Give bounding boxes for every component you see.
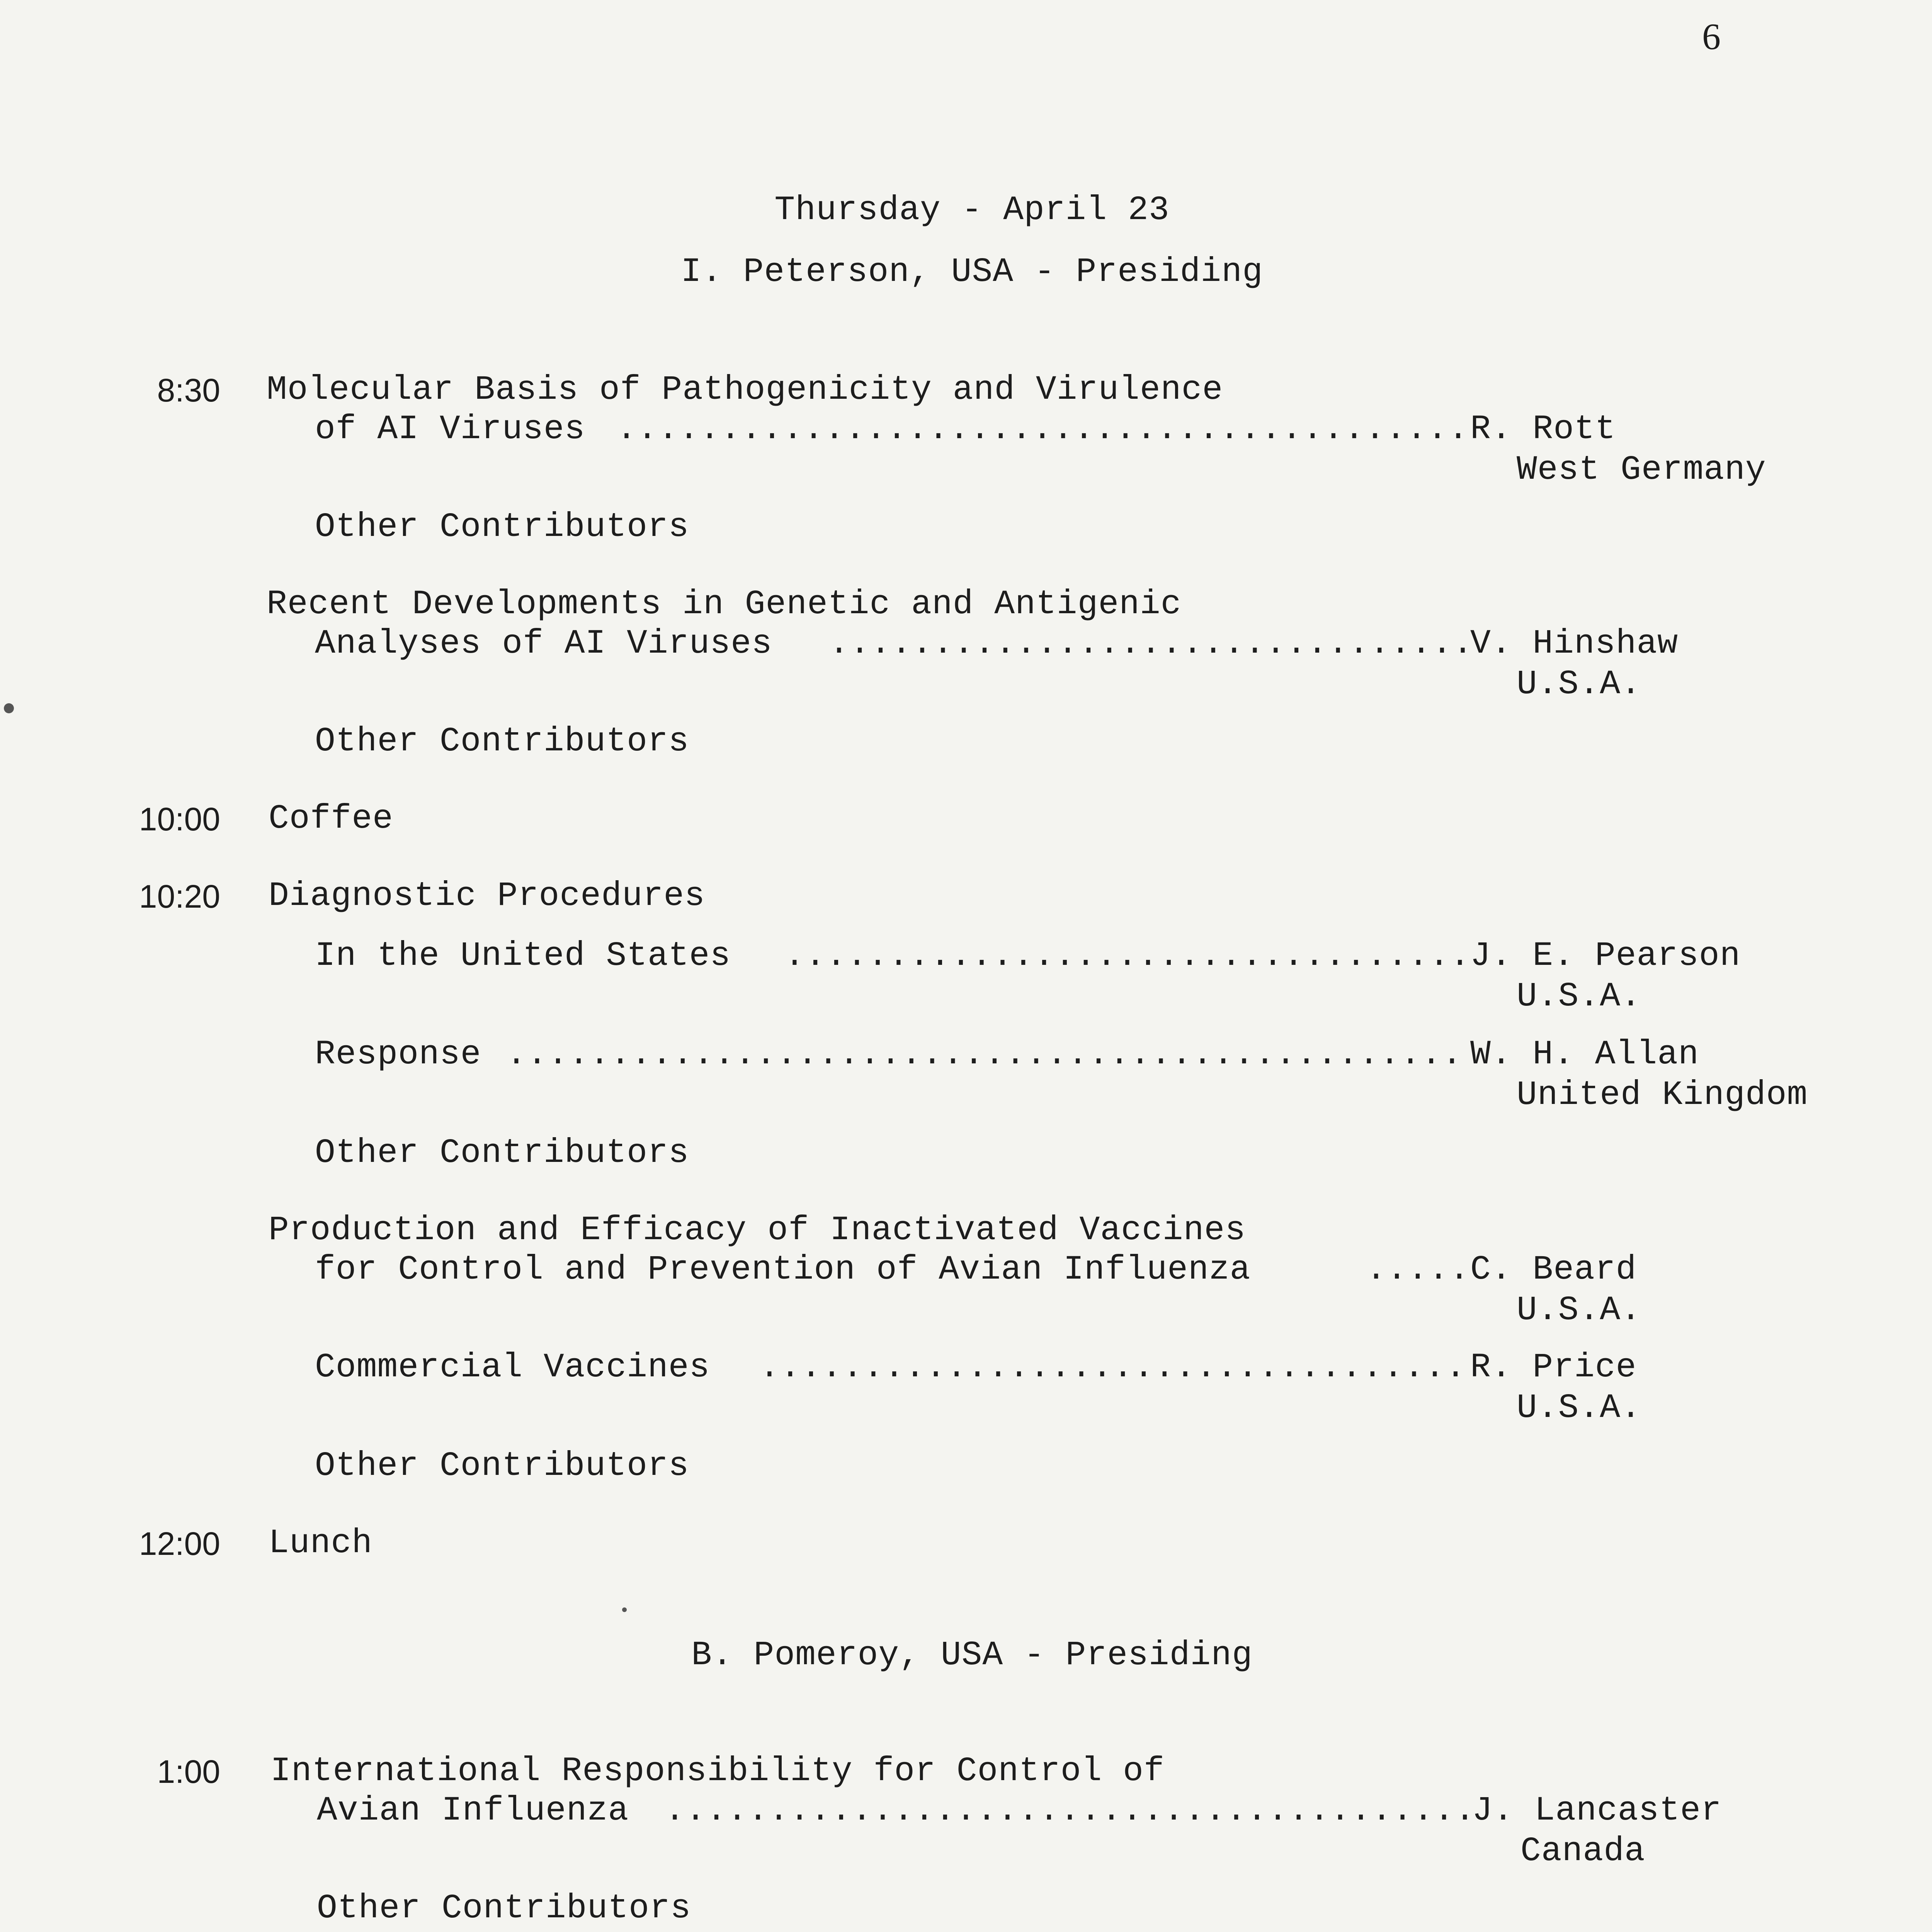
speaker-country: United Kingdom xyxy=(1517,1076,1808,1114)
speaker-name: J. E. Pearson xyxy=(1470,937,1741,975)
time-1000: 10:00 xyxy=(139,801,220,837)
speaker-name: J. Lancaster xyxy=(1472,1792,1722,1830)
paper-speck xyxy=(4,703,14,713)
time-1020: 10:20 xyxy=(139,878,220,915)
speaker-country: West Germany xyxy=(1517,451,1766,489)
dot-leader xyxy=(665,1792,1468,1830)
speaker-country: U.S.A. xyxy=(1517,1389,1641,1427)
dot-leader xyxy=(616,410,1468,449)
session-title: International Responsibility for Control of xyxy=(270,1752,1165,1791)
session-subtitle: Response xyxy=(315,1036,481,1074)
session-subtitle: Commercial Vaccines xyxy=(315,1349,710,1387)
speaker-country: U.S.A. xyxy=(1517,665,1641,704)
session-title: Recent Developments in Genetic and Antigenic xyxy=(267,585,1182,624)
dot-leader xyxy=(506,1036,1468,1074)
time-830: 8:30 xyxy=(157,372,220,408)
morning-presiding: I. Peterson, USA - Presiding xyxy=(681,253,1263,291)
afternoon-presiding: B. Pomeroy, USA - Presiding xyxy=(691,1636,1253,1675)
other-contributors: Other Contributors xyxy=(315,1134,689,1172)
speaker-name: W. H. Allan xyxy=(1470,1036,1699,1074)
paper-speck xyxy=(622,1607,627,1612)
session-title: for Control and Prevention of Avian Influenza xyxy=(315,1251,1251,1289)
session-title: of AI Viruses xyxy=(315,410,585,449)
speaker-name: V. Hinshaw xyxy=(1470,625,1679,663)
session-title: Molecular Basis of Pathogenicity and Virulence xyxy=(267,371,1223,409)
session-title: Coffee xyxy=(269,800,393,838)
dot-leader xyxy=(759,1349,1468,1387)
dot-leader xyxy=(1366,1251,1468,1289)
session-title: Analyses of AI Viruses xyxy=(315,625,772,663)
session-subtitle: In the United States xyxy=(315,937,731,975)
speaker-name: R. Price xyxy=(1470,1349,1637,1387)
session-title: Production and Efficacy of Inactivated Vaccines xyxy=(269,1211,1246,1250)
speaker-name: R. Rott xyxy=(1470,410,1616,449)
time-100: 1:00 xyxy=(157,1753,220,1790)
time-1200: 12:00 xyxy=(139,1526,220,1562)
speaker-name: C. Beard xyxy=(1470,1251,1637,1289)
day-heading: Thursday - April 23 xyxy=(774,191,1170,230)
other-contributors: Other Contributors xyxy=(315,1447,689,1485)
speaker-country: Canada xyxy=(1520,1832,1645,1871)
other-contributors: Other Contributors xyxy=(315,723,689,761)
other-contributors: Other Contributors xyxy=(317,1889,691,1928)
session-title: Lunch xyxy=(269,1524,373,1563)
other-contributors: Other Contributors xyxy=(315,508,689,546)
dot-leader xyxy=(829,625,1468,663)
speaker-country: U.S.A. xyxy=(1517,1291,1641,1330)
speaker-country: U.S.A. xyxy=(1517,978,1641,1016)
dot-leader xyxy=(784,937,1468,976)
session-title: Diagnostic Procedures xyxy=(269,877,705,915)
page-number: 6 xyxy=(1702,16,1721,57)
session-title: Avian Influenza xyxy=(317,1792,629,1830)
